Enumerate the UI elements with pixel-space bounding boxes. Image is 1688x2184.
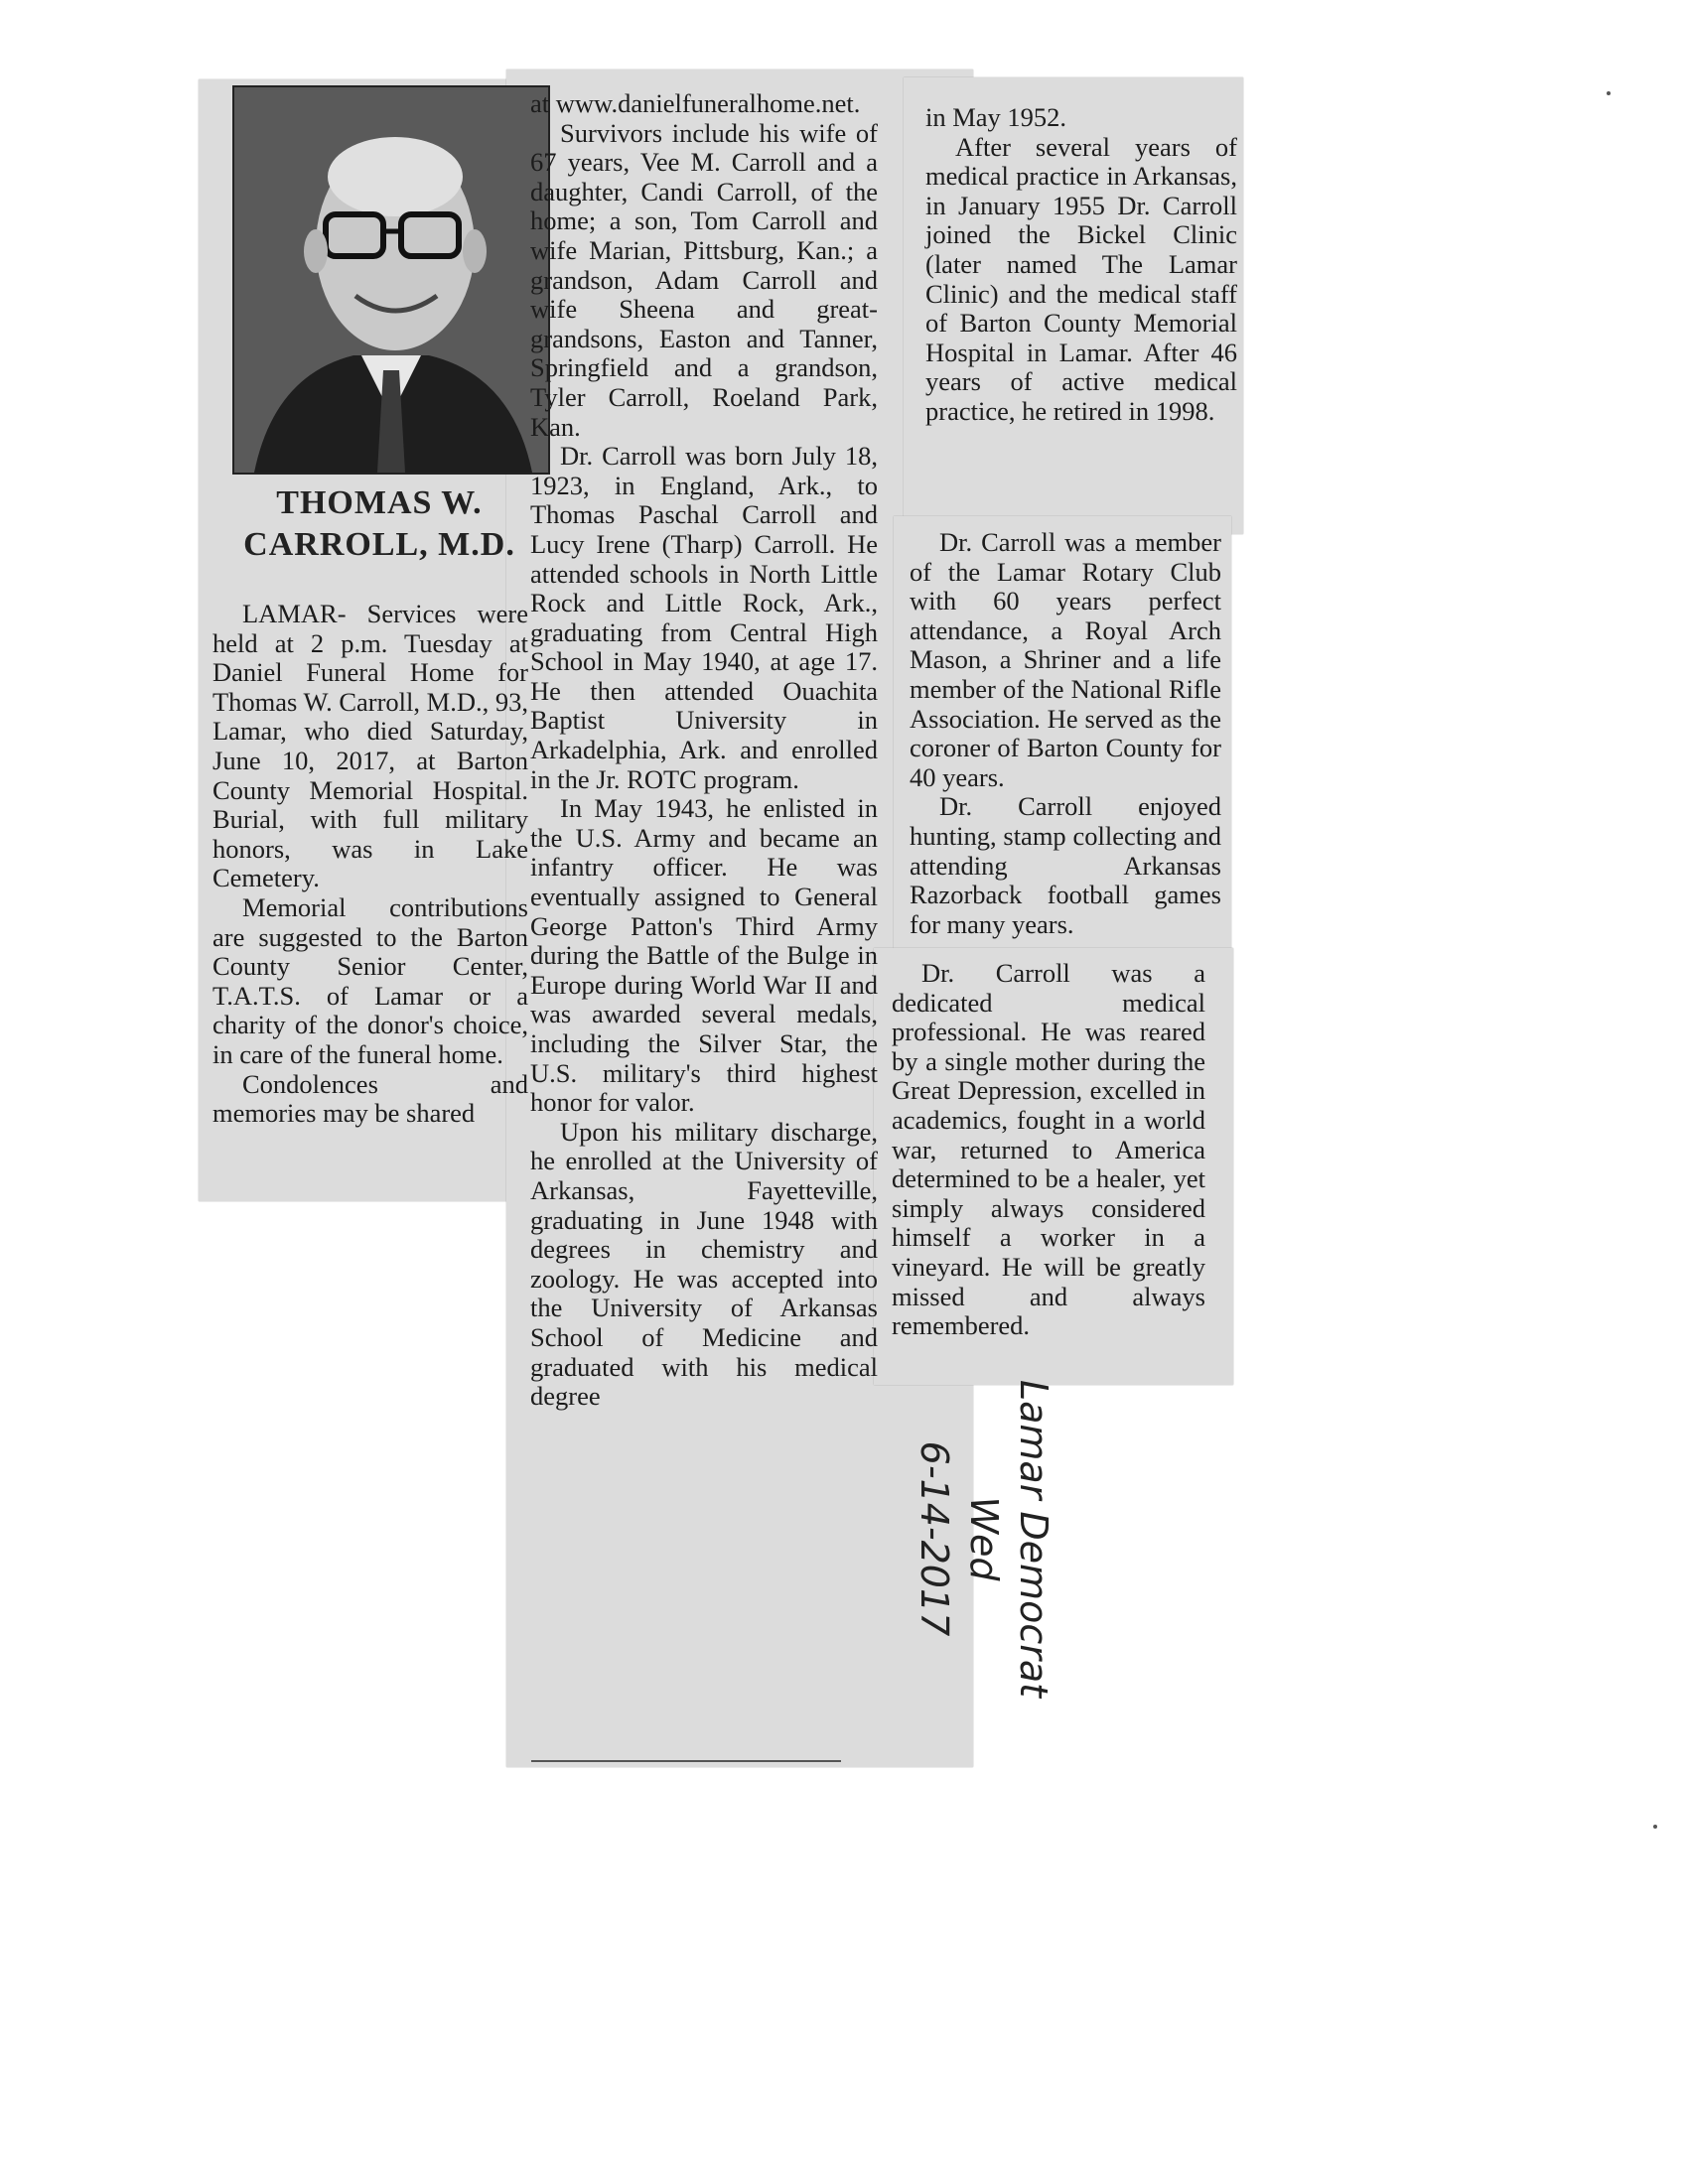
paragraph: Dr. Carroll was born July 18, 1923, in England, Ark., to Thomas Paschal Carroll and Lucy Irene (Tharp) Carroll. He attended schools in North Little Rock and Little Rock, Ark., graduating from Central High School in May 1940, at age 17. He then attended Ouachita Baptist University in Arkadelphia, Ark. and enrolled in the Jr. ROTC program. bbox=[530, 441, 878, 794]
handwritten-note bbox=[870, 1375, 1058, 1703]
obituary-headline bbox=[211, 482, 548, 566]
note-line-3: 6-14-2017 bbox=[913, 1440, 956, 1637]
paragraph: LAMAR- Services were held at 2 p.m. Tuesday at Daniel Funeral Home for Thomas W. Carroll, M.D., 93, Lamar, who died Saturday, June 10, 2017, at Barton County Memorial Hospital. Burial, with full military honors, was in Lake Cemetery. bbox=[212, 599, 528, 893]
paragraph: In May 1943, he enlisted in the U.S. Army and became an infantry officer. He was eventually assigned to General George Patton's Third Army during the Battle of the Bulge in Europe during World War II and was awarded several medals, including the Silver Star, the U.S. military's third highest honor for valor. bbox=[530, 793, 878, 1118]
note-line-2: Wed bbox=[962, 1496, 1006, 1581]
column-3-middle bbox=[910, 528, 1221, 939]
scan-speck bbox=[1653, 1825, 1657, 1829]
paragraph: Memorial contributions are suggested to the Barton County Senior Center, T.A.T.S. of Lamar or a charity of the donor's choice, in care of the funeral home. bbox=[212, 891, 528, 1069]
scan-speck bbox=[1607, 91, 1611, 95]
headline-line-1: THOMAS W. bbox=[276, 484, 483, 521]
paragraph: at www.danielfuneralhome.net. bbox=[530, 88, 861, 118]
paragraph: Dr. Carroll was a dedicated medical professional. He was reared by a single mother during the Great Depression, excelled in academics, fought in a world war, returned to America determined to be a healer, yet simply always considered himself a worker in a vineyard. He will be greatly missed and always remembered. bbox=[892, 958, 1205, 1341]
note-line-1: Lamar Democrat bbox=[1012, 1379, 1055, 1699]
column-3-bottom bbox=[892, 959, 1205, 1341]
column-end-rule bbox=[531, 1760, 841, 1762]
paragraph: Dr. Carroll was a member of the Lamar Rotary Club with 60 years perfect attendance, a Royal Arch Mason, a Shriner and a life member of the National Rifle Association. He served as the coroner of Barton County for 40 years. bbox=[910, 527, 1221, 792]
column-2 bbox=[530, 89, 878, 1412]
headline-line-2: CARROLL, M.D. bbox=[243, 526, 515, 563]
paragraph: in May 1952. bbox=[925, 102, 1067, 132]
column-1 bbox=[212, 600, 528, 1129]
paragraph: Survivors include his wife of 67 years, Vee M. Carroll and a daughter, Candi Carroll, of the home; a son, Tom Carroll and wife Marian, Pittsburg, Kan.; a grandson, Adam Carroll and wife Sheena and great-grandsons, Easton and Tanner, Springfield and a grandson, Tyler Carroll, Roeland Park, Kan. bbox=[530, 117, 878, 442]
paragraph: Dr. Carroll enjoyed hunting, stamp collecting and attending Arkansas Razorback football games for many years. bbox=[910, 791, 1221, 939]
paragraph: Condolences and memories may be shared bbox=[212, 1068, 528, 1129]
paragraph: Upon his military discharge, he enrolled at the University of Arkansas, Fayetteville, graduating in June 1948 with degrees in chemistry and zoology. He was accepted into the University of Arkansas School of Medicine and graduated with his medical degree bbox=[530, 1116, 878, 1412]
paragraph: After several years of medical practice in Arkansas, in January 1955 Dr. Carroll joined the Bickel Clinic (later named The Lamar Clinic) and the medical staff of Barton County Memorial Hospital in Lamar. After 46 years of active medical practice, he retired in 1998. bbox=[925, 131, 1237, 426]
column-3-top bbox=[925, 103, 1237, 427]
portrait-photo bbox=[232, 85, 550, 475]
